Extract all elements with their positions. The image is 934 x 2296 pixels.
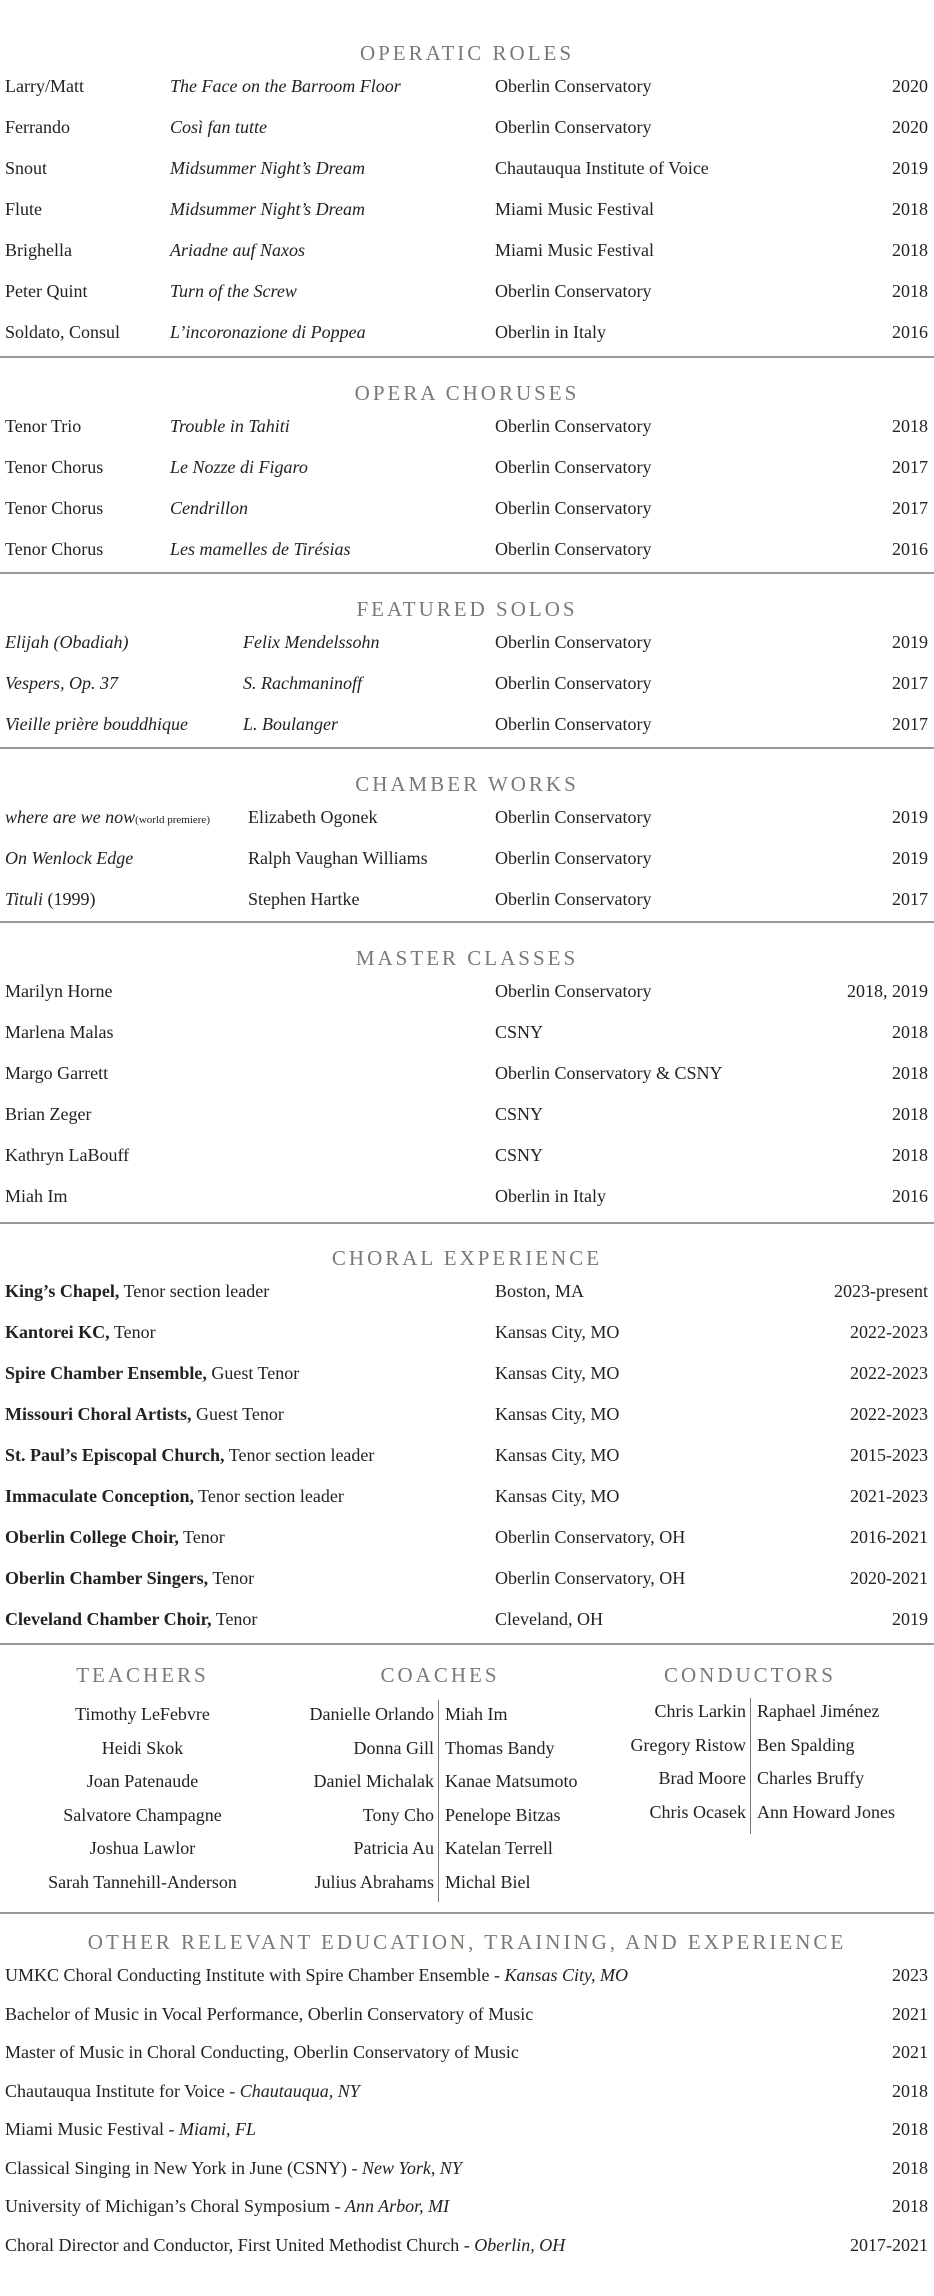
year: 2017 xyxy=(892,714,928,734)
year: 2018 xyxy=(892,2196,928,2216)
conductor-name: Raphael Jiménez xyxy=(757,1701,880,1721)
venue: Oberlin Conservatory xyxy=(495,673,652,693)
choral-experience-list xyxy=(0,1273,934,1642)
venue: Oberlin in Italy xyxy=(495,322,606,342)
year: 2019 xyxy=(892,807,928,827)
master-classes-section xyxy=(0,943,934,1219)
role-name: Soldato, Consul xyxy=(5,322,121,342)
work-title: Le Nozze di Figaro xyxy=(170,457,308,477)
role-name: Larry/Matt xyxy=(5,76,84,96)
section-title: CHAMBER WORKS xyxy=(355,772,579,796)
experience-text: Classical Singing in New York in June (CSNY) xyxy=(5,2157,348,2178)
year: 2018 xyxy=(892,1022,928,1042)
list-item xyxy=(0,531,934,572)
venue: CSNY xyxy=(495,1145,544,1165)
conductor-name: Ben Spalding xyxy=(757,1734,855,1755)
experience-location: Chautauqua, NY xyxy=(239,2080,360,2101)
year: 2018 xyxy=(892,2080,928,2101)
experience-location: Kansas City, MO xyxy=(504,1965,628,1985)
chamber-works-section xyxy=(0,769,934,922)
venue: Oberlin Conservatory xyxy=(495,807,652,827)
year: 2018 xyxy=(892,2157,928,2178)
coach-name: Thomas Bandy xyxy=(445,1737,555,1758)
divider xyxy=(0,921,934,923)
work-title: Trouble in Tahiti xyxy=(170,416,290,436)
list-item xyxy=(0,1437,934,1478)
year: 2019 xyxy=(892,158,928,178)
ensemble-name: Oberlin College Choir, xyxy=(5,1527,179,1547)
venue: Oberlin Conservatory & CSNY xyxy=(495,1063,723,1083)
ensemble-role: Tenor xyxy=(178,1527,225,1547)
list-item xyxy=(0,665,934,706)
year: 2017-2021 xyxy=(850,2234,928,2255)
year: 2018 xyxy=(892,199,928,219)
separator: - xyxy=(329,2196,345,2216)
composer: Elizabeth Ogonek xyxy=(248,807,378,827)
work-note: (1999) xyxy=(43,889,96,909)
choral-experience-section xyxy=(0,1243,934,1642)
composer: L. Boulanger xyxy=(243,714,339,734)
list-item xyxy=(0,490,934,531)
year: 2016 xyxy=(892,322,928,342)
separator: - xyxy=(347,2157,363,2178)
work-title: L’incoronazione di Poppea xyxy=(170,322,366,342)
teacher-name: Joan Patenaude xyxy=(86,1771,199,1791)
work-title: Midsummer Night’s Dream xyxy=(170,158,366,178)
coaches-divider xyxy=(438,1700,439,1902)
venue: Oberlin Conservatory xyxy=(495,848,652,868)
venue: Oberlin Conservatory xyxy=(495,76,652,96)
operatic-roles-section xyxy=(0,38,934,355)
year: 2017 xyxy=(892,457,928,477)
list-item xyxy=(0,1096,934,1137)
people-section xyxy=(0,1660,934,1920)
ensemble-name: Oberlin Chamber Singers, xyxy=(5,1568,209,1588)
ensemble-name: Immaculate Conception, xyxy=(5,1486,194,1506)
ensemble-role: Guest Tenor xyxy=(206,1363,300,1383)
section-title: FEATURED SOLOS xyxy=(356,597,578,621)
years: 2022-2023 xyxy=(850,1363,928,1383)
opera-choruses-section xyxy=(0,378,934,572)
role-name: Tenor Chorus xyxy=(5,539,104,559)
year: 2016 xyxy=(892,539,928,559)
list-item xyxy=(0,1314,934,1355)
section-title: MASTER CLASSES xyxy=(355,946,579,970)
coach-name: Patricia Au xyxy=(353,1838,434,1858)
work-title: Elijah (Obadiah) xyxy=(5,632,129,652)
work-title xyxy=(5,807,210,828)
location: Oberlin Conservatory, OH xyxy=(495,1527,686,1547)
year: 2016 xyxy=(892,1186,928,1206)
opera-choruses-list xyxy=(0,408,934,572)
venue: Miami Music Festival xyxy=(495,199,654,219)
separator: - xyxy=(489,1965,505,1985)
list-item xyxy=(0,1601,934,1642)
ensemble xyxy=(5,1281,269,1302)
teacher-name: Kathryn LaBouff xyxy=(5,1145,130,1165)
teacher-name: Marlena Malas xyxy=(5,1022,114,1042)
experience-location: Oberlin, OH xyxy=(474,2234,566,2255)
year: 2019 xyxy=(892,848,928,868)
ensemble xyxy=(5,1404,284,1425)
coach-name: Penelope Bitzas xyxy=(445,1804,561,1825)
year: 2018 xyxy=(892,416,928,436)
ensemble xyxy=(5,1609,257,1630)
conductors-left-list xyxy=(631,1695,747,1829)
years: 2023-present xyxy=(834,1281,928,1301)
coach-name: Katelan Terrell xyxy=(445,1838,553,1858)
list-item xyxy=(0,1996,934,2035)
other-experience-section xyxy=(0,1927,934,2265)
coach-name: Miah Im xyxy=(445,1704,508,1724)
list-item xyxy=(0,273,934,314)
teacher-name: Joshua Lawlor xyxy=(89,1838,196,1858)
list-item xyxy=(0,1055,934,1096)
list-item xyxy=(0,1519,934,1560)
ensemble-role: Tenor section leader xyxy=(193,1486,344,1506)
work-title xyxy=(5,889,96,910)
coaches-left-list xyxy=(310,1698,434,1899)
venue: Oberlin Conservatory xyxy=(495,498,652,518)
year: 2023 xyxy=(892,1965,928,1985)
year: 2018, 2019 xyxy=(847,981,928,1001)
location: Boston, MA xyxy=(495,1281,585,1301)
experience-item xyxy=(5,2081,360,2102)
teacher-name: Sarah Tannehill-Anderson xyxy=(48,1871,237,1892)
coach-name: Michal Biel xyxy=(445,1871,531,1892)
venue: Oberlin Conservatory xyxy=(495,889,652,909)
years: 2015-2023 xyxy=(850,1445,928,1465)
featured-solos-list xyxy=(0,624,934,747)
composer: Stephen Hartke xyxy=(248,889,360,909)
featured-solos-section xyxy=(0,594,934,747)
list-item xyxy=(0,1396,934,1437)
year: 2018 xyxy=(892,1104,928,1124)
coaches-title: COACHES xyxy=(380,1663,500,1687)
experience-text: UMKC Choral Conducting Institute with Spire Chamber Ensemble xyxy=(5,1965,490,1985)
work-title: Turn of the Screw xyxy=(170,281,297,301)
divider xyxy=(0,356,934,358)
years: 2022-2023 xyxy=(850,1404,928,1424)
venue: Oberlin Conservatory xyxy=(495,416,652,436)
coach-name: Danielle Orlando xyxy=(309,1704,434,1724)
year: 2018 xyxy=(892,1063,928,1083)
ensemble-role: Tenor section leader xyxy=(119,1281,270,1301)
conductor-name: Gregory Ristow xyxy=(630,1734,746,1755)
experience-item xyxy=(5,1965,628,1986)
work-title: Cendrillon xyxy=(170,498,249,518)
section-title: CHORAL EXPERIENCE xyxy=(331,1246,603,1270)
composer: Felix Mendelssohn xyxy=(243,632,380,652)
experience-text: University of Michigan’s Choral Symposium xyxy=(5,2196,330,2216)
venue: CSNY xyxy=(495,1022,544,1042)
operatic-roles-list xyxy=(0,68,934,355)
location: Kansas City, MO xyxy=(495,1404,620,1424)
list-item xyxy=(0,232,934,273)
year: 2017 xyxy=(892,498,928,518)
list-item xyxy=(0,2034,934,2073)
ensemble xyxy=(5,1445,374,1466)
conductor-name: Chris Larkin xyxy=(654,1701,746,1721)
work-title xyxy=(5,848,133,869)
ensemble-role: Tenor section leader xyxy=(224,1445,375,1465)
role-name: Brighella xyxy=(5,240,72,260)
list-item xyxy=(0,1355,934,1396)
list-item xyxy=(0,408,934,449)
location: Oberlin Conservatory, OH xyxy=(495,1568,686,1588)
divider xyxy=(0,1912,934,1914)
location: Kansas City, MO xyxy=(495,1486,620,1506)
years: 2019 xyxy=(892,1609,928,1629)
role-name: Tenor Trio xyxy=(5,416,82,436)
experience-item xyxy=(5,2158,462,2179)
teacher-name: Miah Im xyxy=(5,1186,68,1206)
teacher-name: Brian Zeger xyxy=(5,1104,92,1124)
list-item xyxy=(0,624,934,665)
experience-item xyxy=(5,2235,565,2256)
experience-location: Miami, FL xyxy=(179,2119,257,2139)
role-name: Tenor Chorus xyxy=(5,498,104,518)
ensemble xyxy=(5,1322,156,1343)
ensemble xyxy=(5,1363,299,1384)
conductor-name: Ann Howard Jones xyxy=(757,1801,895,1822)
teacher-name: Heidi Skok xyxy=(101,1737,184,1758)
list-item xyxy=(0,109,934,150)
ensemble-name: Missouri Choral Artists, xyxy=(5,1404,192,1424)
ensemble-name: King’s Chapel, xyxy=(5,1281,120,1301)
year: 2017 xyxy=(892,889,928,909)
year: 2020 xyxy=(892,117,928,137)
year: 2021 xyxy=(892,2042,928,2062)
list-item xyxy=(0,1560,934,1601)
list-item xyxy=(0,150,934,191)
ensemble-name: Kantorei KC, xyxy=(5,1322,110,1342)
teacher-name: Timothy LeFebvre xyxy=(75,1704,210,1724)
divider xyxy=(0,572,934,574)
list-item xyxy=(0,2073,934,2112)
conductor-name: Charles Bruffy xyxy=(757,1768,865,1788)
work-title: Vieille prière bouddhique xyxy=(5,714,188,734)
role-name: Ferrando xyxy=(5,117,70,137)
coach-name: Kanae Matsumoto xyxy=(445,1771,578,1791)
teacher-name: Salvatore Champagne xyxy=(63,1804,222,1825)
section-title: OPERA CHORUSES xyxy=(354,381,580,405)
year: 2018 xyxy=(892,1145,928,1165)
coach-name: Donna Gill xyxy=(353,1737,434,1758)
work-title: Ariadne auf Naxos xyxy=(170,240,305,260)
venue: Oberlin Conservatory xyxy=(495,632,652,652)
year: 2019 xyxy=(892,632,928,652)
year: 2020 xyxy=(892,76,928,96)
venue: Oberlin Conservatory xyxy=(495,457,652,477)
years: 2020-2021 xyxy=(850,1568,928,1588)
divider xyxy=(0,1643,934,1645)
conductors-title: CONDUCTORS xyxy=(664,1663,836,1687)
list-item xyxy=(0,799,934,840)
list-item xyxy=(0,1957,934,1996)
list-item xyxy=(0,1273,934,1314)
experience-text: Bachelor of Music in Vocal Performance, Oberlin Conservatory of Music xyxy=(5,2003,534,2024)
experience-item xyxy=(5,2119,256,2140)
master-classes-list xyxy=(0,973,934,1219)
year: 2018 xyxy=(892,281,928,301)
experience-item xyxy=(5,2004,533,2025)
composer: S. Rachmaninoff xyxy=(243,673,362,693)
list-item xyxy=(0,449,934,490)
work-title: Vespers, Op. 37 xyxy=(5,673,118,693)
year: 2021 xyxy=(892,2003,928,2024)
ensemble-role: Tenor xyxy=(208,1568,255,1588)
years: 2021-2023 xyxy=(850,1486,928,1506)
list-item xyxy=(0,1178,934,1219)
work-title: Les mamelles de Tirésias xyxy=(170,539,351,559)
list-item xyxy=(0,881,934,922)
experience-text: Chautauqua Institute for Voice xyxy=(5,2080,225,2101)
list-item xyxy=(0,314,934,355)
work-note: (world premiere) xyxy=(135,814,210,826)
list-item xyxy=(0,1137,934,1178)
experience-text: Master of Music in Choral Conducting, Oberlin Conservatory of Music xyxy=(5,2042,519,2062)
ensemble xyxy=(5,1527,225,1548)
coach-name: Julius Abrahams xyxy=(314,1871,434,1892)
separator: - xyxy=(224,2080,240,2101)
other-experience-list xyxy=(0,1957,934,2265)
list-item xyxy=(0,1014,934,1055)
work-name: where are we now xyxy=(5,807,136,827)
venue: Oberlin Conservatory xyxy=(495,539,652,559)
venue: Chautauqua Institute of Voice xyxy=(495,158,709,178)
experience-location: Ann Arbor, MI xyxy=(344,2196,450,2216)
location: Kansas City, MO xyxy=(495,1322,620,1342)
coach-name: Daniel Michalak xyxy=(313,1771,434,1791)
venue: Oberlin Conservatory xyxy=(495,714,652,734)
ensemble-role: Tenor xyxy=(211,1609,258,1629)
list-item xyxy=(0,973,934,1014)
ensemble-name: St. Paul’s Episcopal Church, xyxy=(5,1445,225,1465)
work-name: Tituli xyxy=(5,889,44,909)
work-title: Midsummer Night’s Dream xyxy=(170,199,366,219)
venue: Oberlin Conservatory xyxy=(495,981,652,1001)
ensemble-name: Spire Chamber Ensemble, xyxy=(5,1363,207,1383)
teachers-title: TEACHERS xyxy=(76,1663,209,1687)
location: Kansas City, MO xyxy=(495,1363,620,1383)
experience-location: New York, NY xyxy=(362,2157,462,2178)
year: 2018 xyxy=(892,240,928,260)
coaches-right-list xyxy=(445,1698,577,1899)
year: 2017 xyxy=(892,673,928,693)
year: 2018 xyxy=(892,2119,928,2139)
location: Cleveland, OH xyxy=(495,1609,603,1629)
list-item xyxy=(0,2227,934,2266)
conductors-right-list xyxy=(757,1695,895,1829)
ensemble xyxy=(5,1486,344,1507)
composer: Ralph Vaughan Williams xyxy=(248,848,428,868)
chamber-works-list xyxy=(0,799,934,922)
conductors-divider xyxy=(750,1698,751,1834)
location: Kansas City, MO xyxy=(495,1445,620,1465)
conductor-name: Chris Ocasek xyxy=(649,1801,746,1822)
role-name: Snout xyxy=(5,158,48,178)
list-item xyxy=(0,68,934,109)
section-title: OPERATIC ROLES xyxy=(359,41,575,65)
ensemble xyxy=(5,1568,254,1589)
list-item xyxy=(0,706,934,747)
list-item xyxy=(0,191,934,232)
role-name: Flute xyxy=(5,199,43,219)
teacher-name: Margo Garrett xyxy=(5,1063,109,1083)
divider xyxy=(0,1222,934,1224)
venue: Oberlin Conservatory xyxy=(495,281,652,301)
years: 2016-2021 xyxy=(850,1527,928,1547)
venue: Miami Music Festival xyxy=(495,240,654,260)
work-title: The Face on the Barroom Floor xyxy=(170,76,401,96)
ensemble-name: Cleveland Chamber Choir, xyxy=(5,1609,212,1629)
experience-item xyxy=(5,2042,519,2063)
venue: Oberlin in Italy xyxy=(495,1186,606,1206)
experience-text: Miami Music Festival xyxy=(5,2119,164,2139)
venue: CSNY xyxy=(495,1104,544,1124)
list-item xyxy=(0,2188,934,2227)
experience-text: Choral Director and Conductor, First United Methodist Church xyxy=(5,2234,460,2255)
teachers-list xyxy=(20,1698,265,1899)
section-title: OTHER RELEVANT EDUCATION, TRAINING, AND EXPERIENCE xyxy=(87,1930,847,1954)
list-item xyxy=(0,2111,934,2150)
divider xyxy=(0,747,934,749)
coach-name: Tony Cho xyxy=(362,1804,434,1825)
years: 2022-2023 xyxy=(850,1322,928,1342)
work-title: Così fan tutte xyxy=(170,117,268,137)
work-name: On Wenlock Edge xyxy=(5,848,134,868)
list-item xyxy=(0,2150,934,2189)
ensemble-role: Guest Tenor xyxy=(191,1404,284,1424)
ensemble-role: Tenor xyxy=(109,1322,156,1342)
teacher-name: Marilyn Horne xyxy=(5,981,113,1001)
separator: - xyxy=(459,2234,475,2255)
role-name: Tenor Chorus xyxy=(5,457,104,477)
separator: - xyxy=(164,2119,179,2139)
venue: Oberlin Conservatory xyxy=(495,117,652,137)
conductor-name: Brad Moore xyxy=(658,1768,746,1788)
list-item xyxy=(0,1478,934,1519)
role-name: Peter Quint xyxy=(5,281,88,301)
experience-item xyxy=(5,2196,449,2217)
list-item xyxy=(0,840,934,881)
